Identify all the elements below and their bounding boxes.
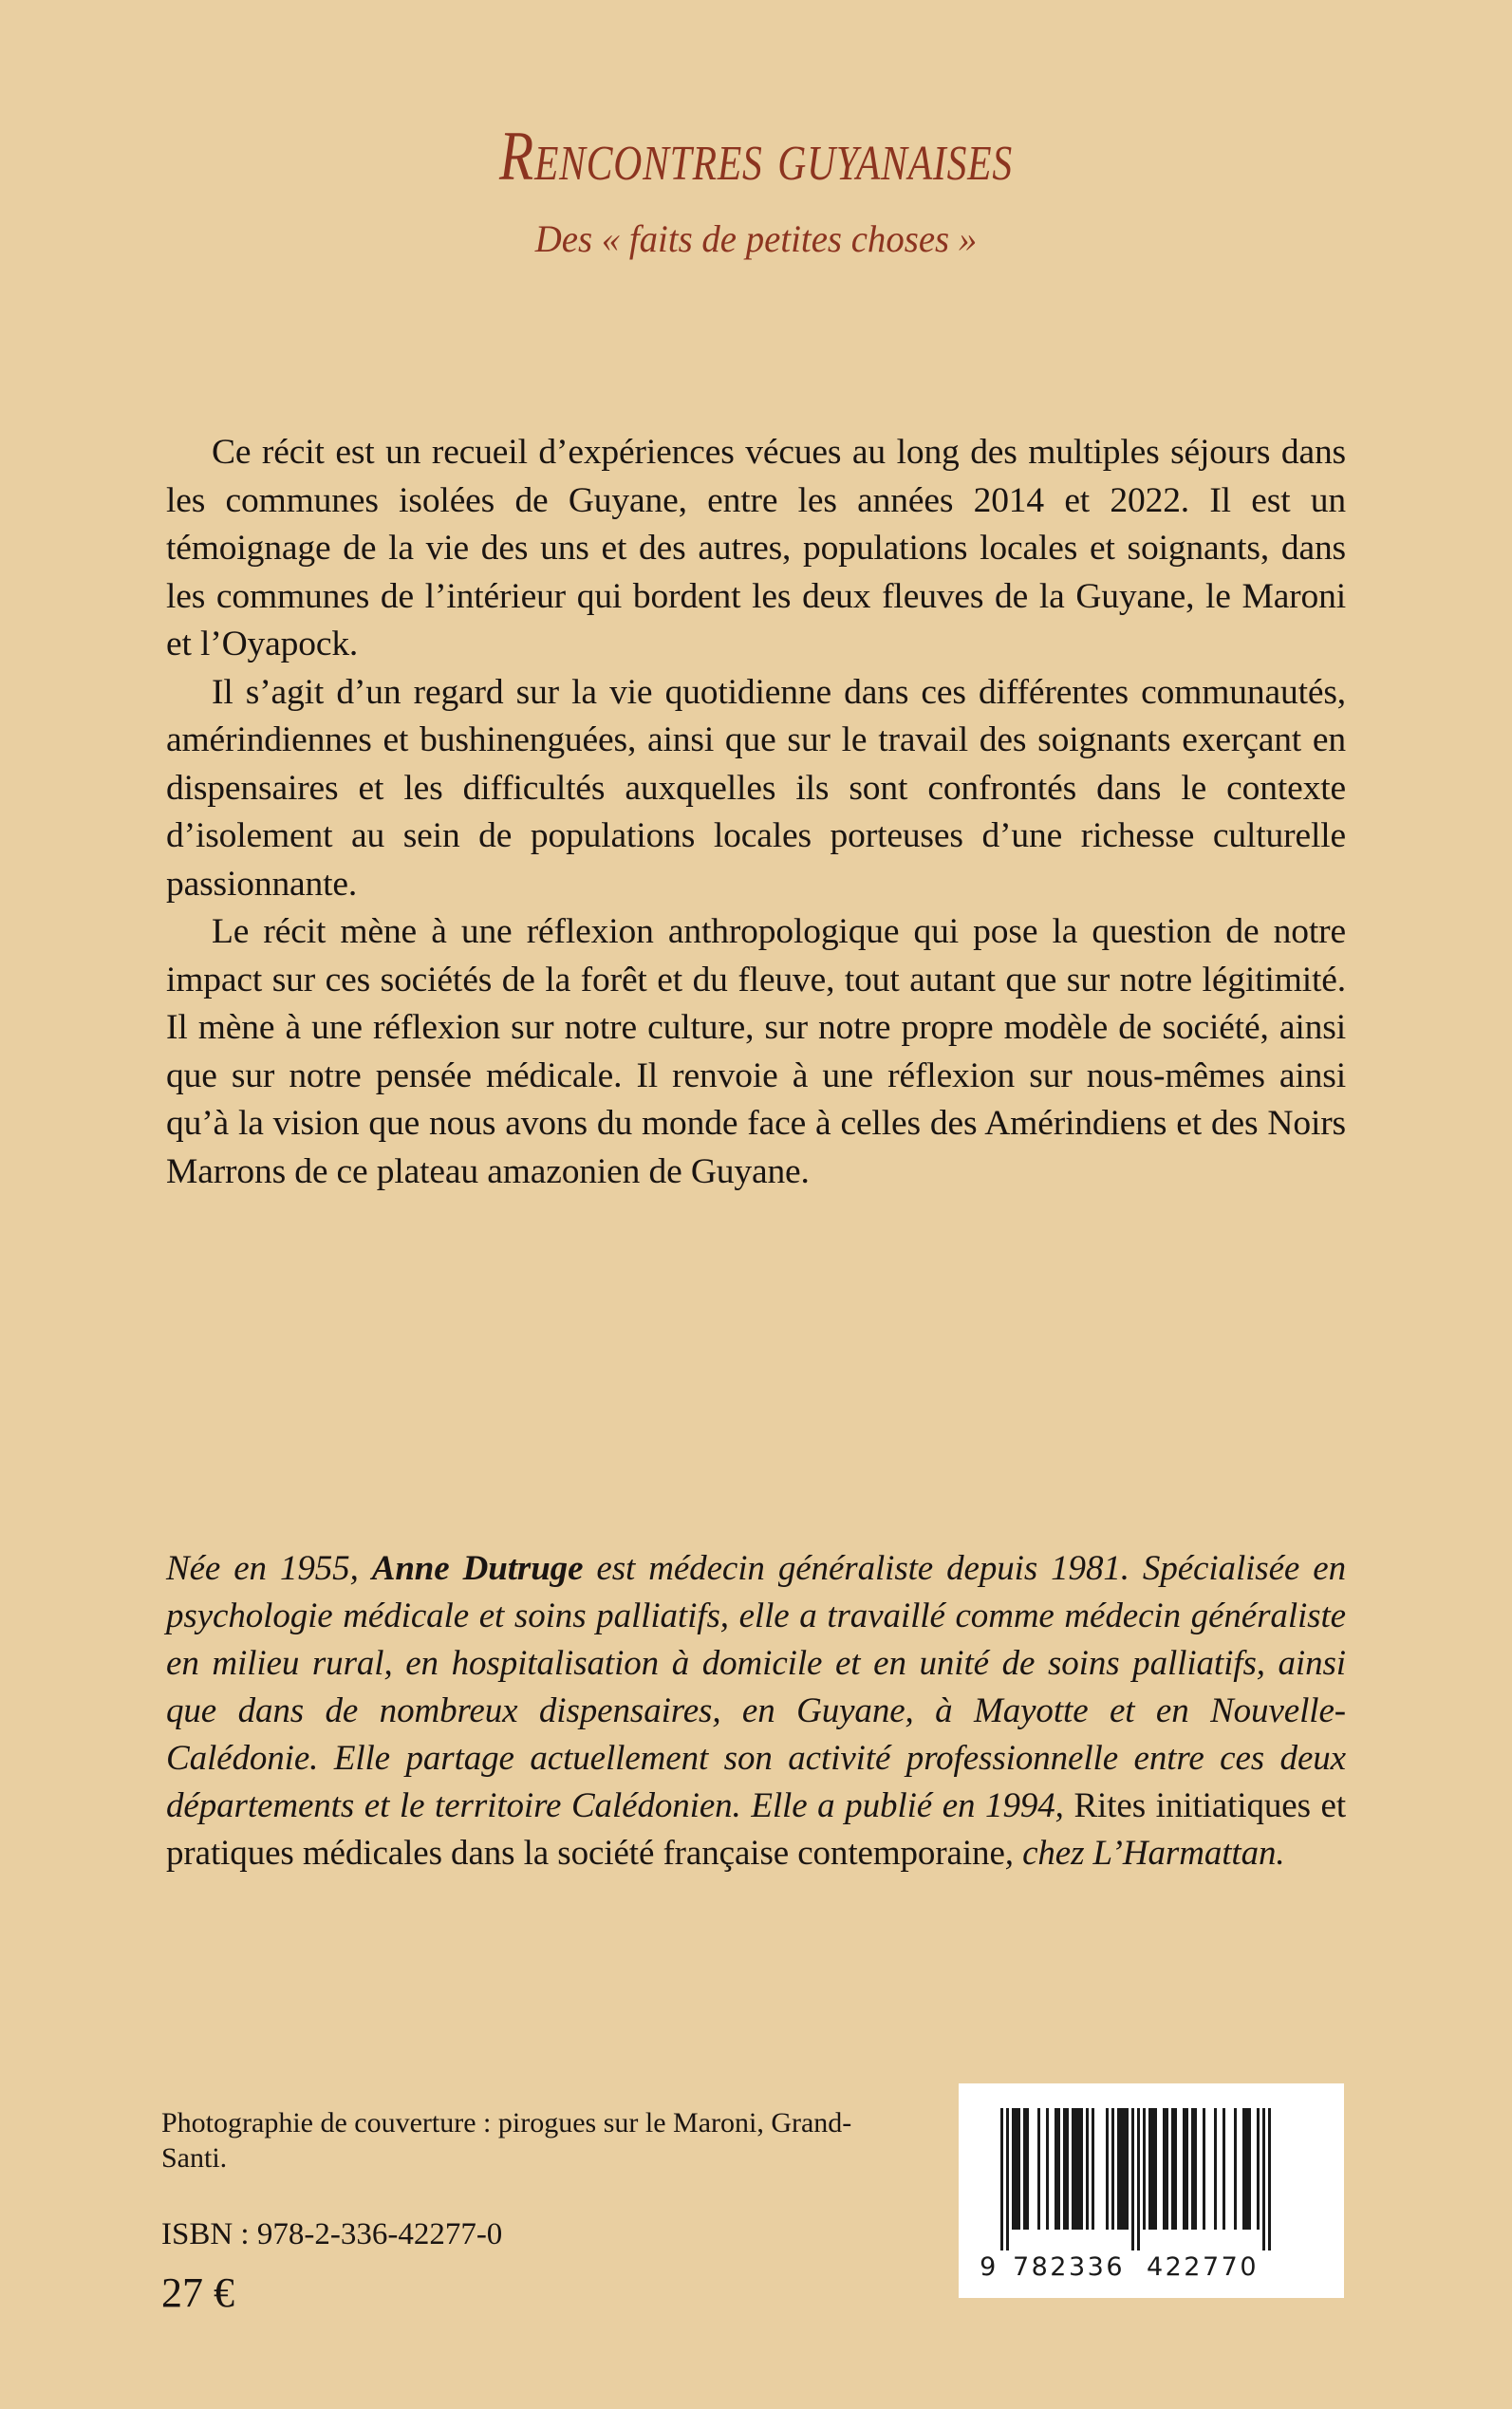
title-block [0, 118, 1512, 260]
page-subtitle: Des « faits de petites choses » [534, 217, 978, 260]
barcode-panel [959, 2083, 1344, 2298]
bio-tail-text: , chez L’Harmattan. [1004, 1834, 1285, 1873]
author-bio-paragraph [166, 1545, 1346, 1877]
blurb-paragraph-2: Il s’agit d’un regard sur la vie quotidienne dans ces différentes communautés, amérindiennes et bushinenguées, ainsi que sur le travail des soignants exerçant en dispensaires et les difficultés auxquelles ils sont confrontés dans le contexte d’isolement au sein de populations locales porteuses d’une richesse culturelle passionnante. [166, 672, 1346, 904]
price-text: 27 € [161, 2269, 234, 2316]
previous-book-title: Rites initiatiques et pratiques médicales dans la société française contemporaine [166, 1786, 1347, 1873]
footer-block [161, 2105, 883, 2318]
author-bio-section [166, 1545, 1346, 1877]
ean13-barcode-icon [959, 2083, 1344, 2298]
svg-text:782336: 782336 [1012, 2252, 1126, 2282]
bio-middle-text: est médecin généraliste depuis 1981. Spécialisée en psychologie médicale et soins palliatifs, elle a travaillé comme médecin généraliste en milieu rural, en hospitalisation à domicile et en unité de soins palliatifs, ainsi que dans de nombreux dispensaires, en Guyane, à Mayotte et en Nouvelle-Calédonie. Elle partage actuellement son activité professionnelle entre ces deux départements et le territoire Calédonien. Elle a publié en 1994, [166, 1549, 1346, 1825]
blurb-section [166, 429, 1346, 1196]
bio-lead-text: Née en 1955, [166, 1549, 372, 1588]
svg-text:9: 9 [980, 2252, 999, 2282]
isbn-text: ISBN : 978-2-336-42277-0 [161, 2217, 503, 2251]
svg-text:422770: 422770 [1146, 2252, 1260, 2282]
blurb-paragraph-1: Ce récit est un recueil d’expériences vécues au long des multiples séjours dans les communes isolées de Guyane, entre les années 2014 et 2022. Il est un témoignage de la vie des uns et des autres, populations locales et soignants, dans les communes de l’intérieur qui bordent les deux fleuves de la Guyane, le Maroni et l’Oyapock. [166, 433, 1346, 663]
page-title: Rencontres guyanaises [499, 118, 1013, 196]
author-name: Anne Dutruge [371, 1549, 584, 1588]
blurb-paragraph-3: Le récit mène à une réflexion anthropologique qui pose la question de notre impact sur ces sociétés de la forêt et du fleuve, tout autant que sur notre légitimité. Il mène à une réflexion sur notre culture, sur notre propre modèle de société, ainsi que sur notre pensée médicale. Il renvoie à une réflexion sur nous-mêmes ainsi qu’à la vision que nous avons du monde face à celles des Amérindiens et des Noirs Marrons de ce plateau amazonien de Guyane. [166, 912, 1346, 1191]
photo-credit: Photographie de couverture : pirogues sur le Maroni, Grand-Santi. [161, 2107, 852, 2174]
